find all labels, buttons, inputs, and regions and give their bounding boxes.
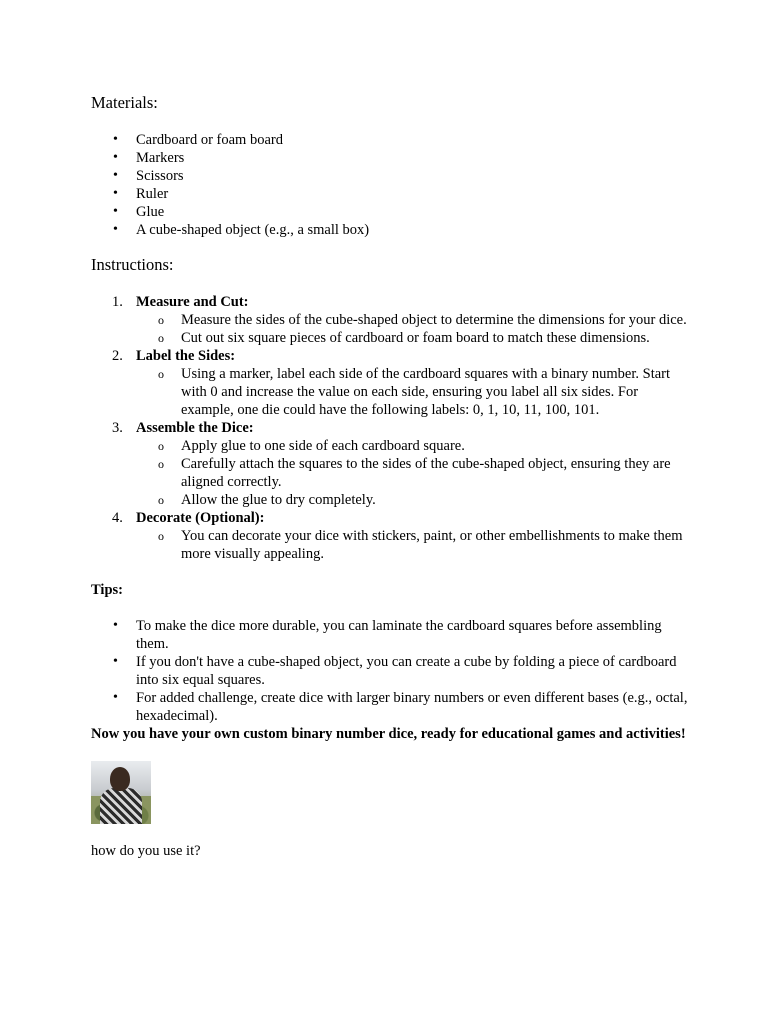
step-title: Decorate (Optional):	[136, 510, 265, 526]
document-content	[91, 93, 691, 860]
instruction-step	[91, 509, 691, 563]
step-title: Measure and Cut:	[136, 294, 249, 310]
tips-heading: Tips:	[91, 582, 123, 598]
substep-item: o You can decorate your dice with stickers, paint, or other embellishments to make them more visually appealing.	[136, 527, 691, 563]
substep-item: o Cut out six square pieces of cardboard or foam board to match these dimensions.	[136, 329, 691, 347]
step-substeps	[136, 311, 691, 347]
substep-item: o Apply glue to one side of each cardboard square.	[136, 437, 691, 455]
step-number: 4.	[112, 510, 123, 526]
user-avatar	[91, 761, 151, 824]
materials-item: • A cube-shaped object (e.g., a small box)	[91, 221, 691, 239]
materials-item: • Scissors	[91, 167, 691, 185]
materials-item: • Glue	[91, 203, 691, 221]
instruction-step	[91, 293, 691, 347]
avatar-head	[110, 767, 130, 791]
step-substeps	[136, 527, 691, 563]
substep-item: o Using a marker, label each side of the cardboard squares with a binary number. Start with 0 and increase the value on each side, ensuring you label all six sides. For example, one die could have the following labels: 0, 1, 10, 11, 100, 101.	[136, 365, 691, 419]
substep-item: o Measure the sides of the cube-shaped object to determine the dimensions for your dice.	[136, 311, 691, 329]
step-number: 2.	[112, 348, 123, 364]
step-title: Assemble the Dice:	[136, 420, 254, 436]
step-number: 1.	[112, 294, 123, 310]
step-substeps	[136, 365, 691, 419]
tips-item: • For added challenge, create dice with larger binary numbers or even different bases (e.g., octal, hexadecimal).	[91, 689, 691, 725]
materials-list	[91, 131, 691, 239]
tips-item: • To make the dice more durable, you can laminate the cardboard squares before assembling them.	[91, 617, 691, 653]
closing-statement: Now you have your own custom binary number dice, ready for educational games and activities!	[91, 726, 686, 742]
instructions-list	[91, 293, 691, 563]
avatar-body	[100, 788, 142, 824]
instruction-step	[91, 419, 691, 509]
step-substeps	[136, 437, 691, 509]
materials-item: • Ruler	[91, 185, 691, 203]
tips-item: • If you don't have a cube-shaped object, you can create a cube by folding a piece of cardboard into six equal squares.	[91, 653, 691, 689]
step-title: Label the Sides:	[136, 348, 236, 364]
instructions-heading: Instructions:	[91, 255, 174, 274]
materials-item: • Markers	[91, 149, 691, 167]
materials-heading: Materials:	[91, 93, 158, 112]
instruction-step	[91, 347, 691, 419]
substep-item: o Carefully attach the squares to the sides of the cube-shaped object, ensuring they are aligned correctly.	[136, 455, 691, 491]
tips-list	[91, 617, 691, 725]
materials-item: • Cardboard or foam board	[91, 131, 691, 149]
substep-item: o Allow the glue to dry completely.	[136, 491, 691, 509]
user-question: how do you use it?	[91, 843, 201, 859]
step-number: 3.	[112, 420, 123, 436]
